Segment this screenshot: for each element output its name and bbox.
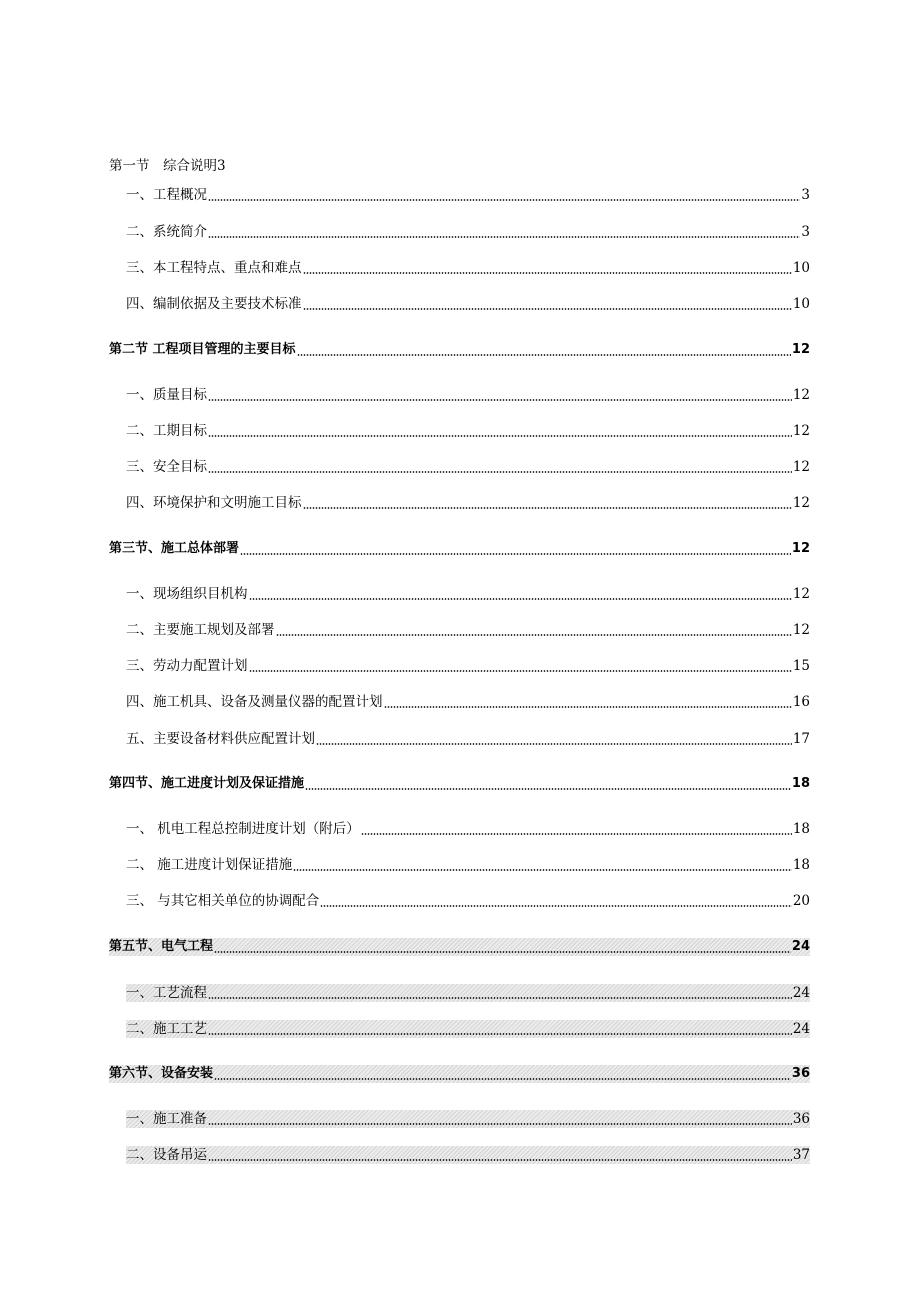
toc-page-number: 3 (801, 224, 810, 240)
toc-entry[interactable] (126, 585, 810, 603)
toc-label: 二、 施工进度计划保证措施 (126, 857, 293, 873)
toc-page-number: 36 (792, 1111, 810, 1127)
toc-leader (208, 471, 792, 473)
toc-page-number: 10 (792, 296, 810, 312)
toc-entry[interactable] (126, 458, 810, 476)
toc-label: 第二节 工程项目管理的主要目标 (109, 342, 296, 357)
toc-page-number: 20 (792, 893, 810, 909)
toc-entry[interactable] (126, 657, 810, 675)
toc-label: 第三节、施工总体部署 (109, 541, 240, 556)
toc-entry[interactable] (126, 295, 810, 313)
toc-section-5[interactable] (109, 938, 810, 956)
toc-page-number: 12 (792, 459, 810, 475)
toc-page-number: 12 (791, 342, 810, 357)
toc-label: 一、 机电工程总控制进度计划（附后） (126, 821, 360, 837)
toc-label: 四、编制依据及主要技术标准 (126, 296, 302, 312)
toc-page-number: 12 (792, 387, 810, 403)
toc-leader (320, 905, 792, 907)
toc-label: 一、施工准备 (126, 1111, 207, 1127)
toc-page-number: 12 (792, 423, 810, 439)
toc-page-number: 36 (791, 1066, 810, 1081)
toc-entry[interactable] (126, 621, 810, 639)
toc-entry[interactable] (126, 1146, 810, 1164)
toc-entry[interactable] (126, 730, 810, 748)
toc-leader (303, 308, 792, 310)
toc-page-number: 18 (792, 857, 810, 873)
toc-leader (249, 598, 792, 600)
toc-label: 三、安全目标 (126, 459, 207, 475)
toc-page-number: 18 (791, 776, 810, 791)
toc-page-number: 17 (792, 731, 810, 747)
toc-leader (208, 199, 800, 201)
toc-label: 三、 与其它相关单位的协调配合 (126, 893, 320, 909)
toc-leader (361, 833, 792, 835)
toc-label: 一、质量目标 (126, 387, 207, 403)
toc-entry[interactable] (126, 856, 810, 874)
toc-entry[interactable] (126, 984, 810, 1002)
toc-label: 五、主要设备材料供应配置计划 (126, 731, 315, 747)
toc-section-6[interactable] (109, 1065, 810, 1083)
toc-label: 第六节、设备安装 (109, 1066, 214, 1081)
toc-section-3[interactable] (109, 540, 810, 558)
toc-leader (249, 670, 792, 672)
toc-leader (208, 997, 792, 999)
toc-entry[interactable] (126, 1020, 810, 1038)
toc-leader (208, 1123, 792, 1125)
toc-page-number: 10 (792, 260, 810, 276)
toc-entry[interactable] (126, 386, 810, 404)
toc-page-number: 18 (792, 821, 810, 837)
toc-leader (240, 553, 791, 555)
toc-label: 第一节 综合说明3 (109, 158, 226, 174)
toc-entry[interactable] (126, 1110, 810, 1128)
toc-label: 第五节、电气工程 (109, 939, 214, 954)
toc-leader (208, 1033, 792, 1035)
toc-label: 二、主要施工规划及部署 (126, 622, 275, 638)
toc-label: 二、施工工艺 (126, 1021, 207, 1037)
toc-entry[interactable] (126, 892, 810, 910)
toc-section-4[interactable] (109, 775, 810, 793)
toc-leader (297, 354, 791, 356)
toc-page-number: 24 (792, 1021, 810, 1037)
toc-page-number: 3 (801, 187, 810, 203)
toc-leader (303, 272, 792, 274)
toc-leader (208, 1159, 792, 1161)
toc-label: 二、设备吊运 (126, 1147, 207, 1163)
toc-entry[interactable] (126, 820, 810, 838)
toc-page-number: 12 (792, 622, 810, 638)
toc-entry[interactable] (126, 223, 810, 241)
toc-page-number: 12 (791, 541, 810, 556)
toc-leader (305, 788, 791, 790)
toc-label: 四、环境保护和文明施工目标 (126, 495, 302, 511)
toc-label: 一、工艺流程 (126, 985, 207, 1001)
toc-label: 一、现场组织目机构 (126, 586, 248, 602)
toc-page-number: 24 (792, 985, 810, 1001)
toc-leader (316, 743, 792, 745)
toc-leader (293, 869, 792, 871)
toc-page-number: 15 (792, 658, 810, 674)
toc-label: 第四节、施工进度计划及保证措施 (109, 776, 305, 791)
toc-leader (303, 507, 792, 509)
toc-page-number: 24 (791, 939, 810, 954)
toc-label: 一、工程概况 (126, 187, 207, 203)
toc-entry[interactable] (126, 186, 810, 204)
toc-leader (208, 399, 792, 401)
toc-entry[interactable] (126, 693, 810, 711)
toc-entry[interactable] (126, 494, 810, 512)
toc-leader (276, 634, 792, 636)
toc-section-2[interactable] (109, 341, 810, 359)
toc-leader (208, 236, 800, 238)
toc-entry[interactable] (126, 259, 810, 277)
toc-label: 三、劳动力配置计划 (126, 658, 248, 674)
toc-page-number: 12 (792, 586, 810, 602)
toc-label: 四、施工机具、设备及测量仪器的配置计划 (126, 694, 383, 710)
toc-leader (214, 1078, 791, 1080)
toc-page-number: 12 (792, 495, 810, 511)
toc-entry[interactable] (126, 422, 810, 440)
toc-label: 三、本工程特点、重点和难点 (126, 260, 302, 276)
toc-page-number: 16 (792, 694, 810, 710)
toc-label: 二、工期目标 (126, 423, 207, 439)
toc-leader (384, 706, 792, 708)
toc-leader (214, 951, 791, 953)
toc-label: 二、系统简介 (126, 224, 207, 240)
toc-section-1[interactable] (109, 157, 810, 175)
toc-page-number: 37 (792, 1147, 810, 1163)
toc-leader (208, 435, 792, 437)
